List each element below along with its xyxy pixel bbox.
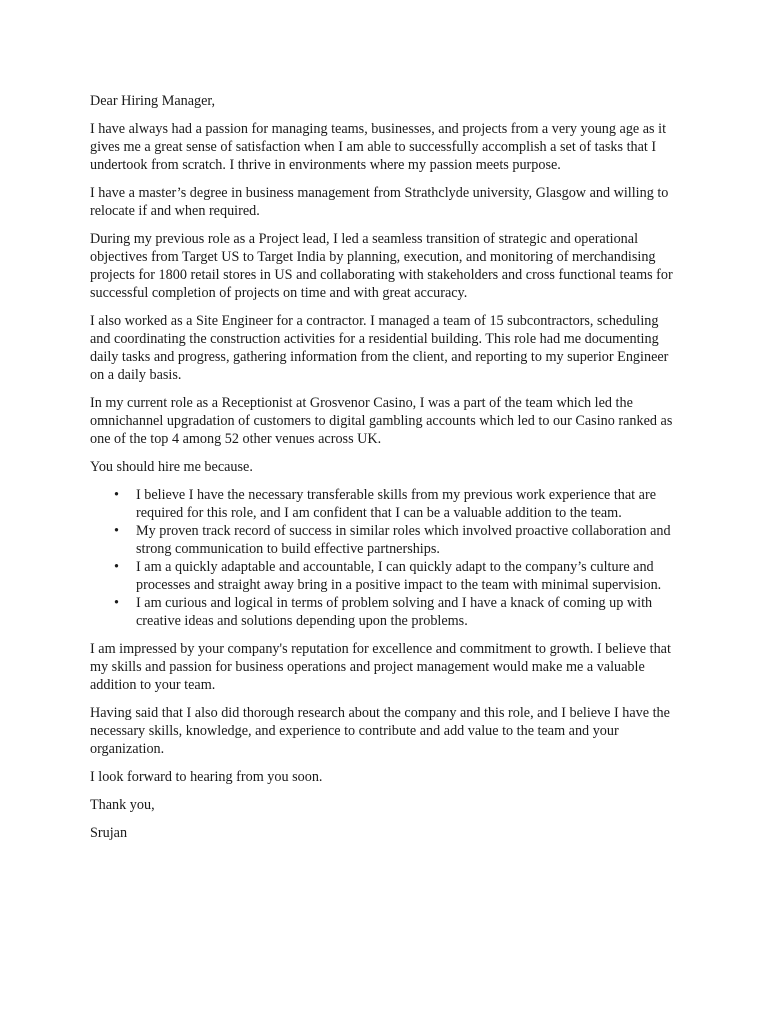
hire-reasons-list [90, 486, 680, 630]
paragraph-research: Having said that I also did thorough research about the company and this role, and I believe I have the necessary skills, knowledge, and experience to contribute and add value to the team and your organization. [90, 705, 670, 757]
bullet-icon: • [114, 595, 119, 611]
list-item-text: My proven track record of success in similar roles which involved proactive collaboration and strong communication to build effective partnerships. [136, 523, 671, 557]
paragraph-education: I have a master’s degree in business management from Strathclyde university, Glasgow and willing to relocate if and when required. [90, 185, 669, 219]
paragraph-hire-reason-intro: You should hire me because. [90, 459, 253, 475]
salutation: Dear Hiring Manager, [90, 93, 216, 109]
list-item [90, 594, 680, 630]
sign-off: Thank you, [90, 797, 155, 813]
paragraph-company-impression: I am impressed by your company's reputation for excellence and commitment to growth. I believe that my skills and passion for business operations and project management would make me a valuable addition to your team. [90, 641, 671, 693]
list-item-text: I am a quickly adaptable and accountable, I can quickly adapt to the company’s culture and processes and straight away bring in a positive impact to the team with minimal supervision. [136, 559, 662, 593]
paragraph-passion: I have always had a passion for managing teams, businesses, and projects from a very young age as it gives me a great sense of satisfaction when I am able to successfully accomplish a set of tasks that I undertook from scratch. I thrive in environments where my passion meets purpose. [90, 121, 667, 173]
list-item-text: I believe I have the necessary transferable skills from my previous work experience that are required for this role, and I am confident that I can be a valuable addition to the team. [136, 487, 656, 521]
list-item [90, 486, 680, 522]
bullet-icon: • [114, 559, 119, 575]
paragraph-site-engineer: I also worked as a Site Engineer for a contractor. I managed a team of 15 subcontractors, scheduling and coordinating the construction activities for a residential building. This role had me documenting daily tasks and progress, gathering information from the client, and reporting to my superior Engineer on a daily basis. [90, 313, 669, 383]
list-item [90, 558, 680, 594]
paragraph-look-forward: I look forward to hearing from you soon. [90, 769, 323, 785]
bullet-icon: • [114, 523, 119, 539]
cover-letter [90, 92, 680, 852]
bullet-icon: • [114, 487, 119, 503]
list-item [90, 522, 680, 558]
list-item-text: I am curious and logical in terms of problem solving and I have a knack of coming up with creative ideas and solutions depending upon the problems. [136, 595, 653, 629]
signature: Srujan [90, 825, 128, 841]
paragraph-receptionist: In my current role as a Receptionist at Grosvenor Casino, I was a part of the team which led the omnichannel upgradation of customers to digital gambling accounts which led to our Casino ranked as one of the top 4 among 52 other venues across UK. [90, 395, 673, 447]
paragraph-project-lead: During my previous role as a Project lead, I led a seamless transition of strategic and operational objectives from Target US to Target India by planning, execution, and monitoring of merchandising projects for 1800 retail stores in US and collaborating with stakeholders and cross functional teams for successful completion of projects on time and with great accuracy. [90, 231, 673, 301]
